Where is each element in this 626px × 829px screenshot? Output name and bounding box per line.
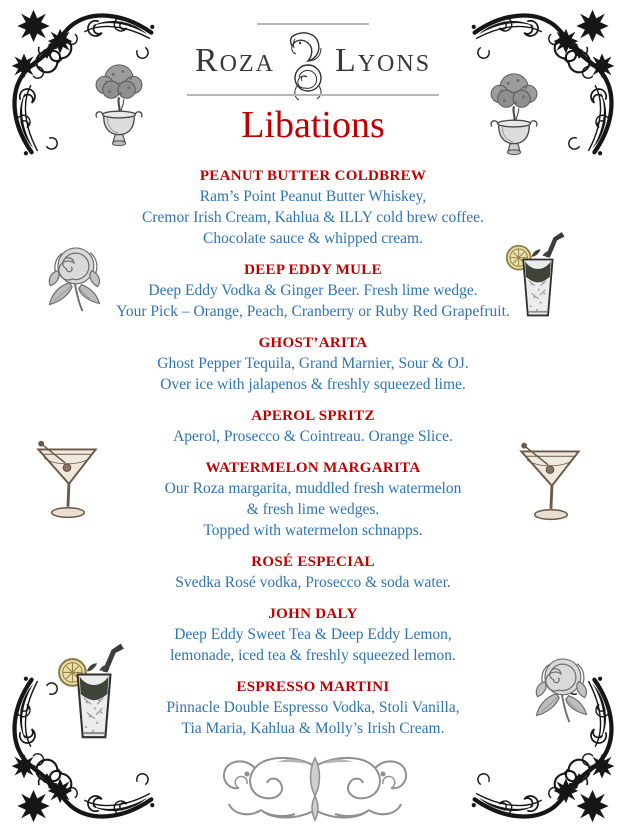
menu-item-name: JOHN DALY xyxy=(268,606,358,622)
page-title: Libations xyxy=(241,104,385,146)
logo-rule-top xyxy=(257,23,369,25)
libations-menu xyxy=(58,167,568,751)
martini-glass-icon xyxy=(510,439,590,527)
menu-item-line: Cremor Irish Cream, Kahlua & ILLY cold brew coffee. xyxy=(142,209,484,226)
menu-item-name: WATERMELON MARGARITA xyxy=(205,460,421,476)
menu-item-deep-eddy-mule xyxy=(58,261,568,322)
menu-item-ghostarita xyxy=(58,334,568,395)
brand-word-left: Roza xyxy=(194,42,275,79)
menu-item-line: Chocolate sauce & whipped cream. xyxy=(203,230,423,247)
logo-rule-bottom xyxy=(187,94,439,96)
menu-item-line: Over ice with jalapenos & freshly squeezed lime. xyxy=(160,376,466,393)
menu-item-line: Tia Maria, Kahlua & Molly’s Irish Cream. xyxy=(181,720,445,737)
menu-item-rose-especial xyxy=(58,553,568,593)
menu-item-line: Deep Eddy Sweet Tea & Deep Eddy Lemon, xyxy=(174,626,452,643)
lion-rose-emblem-icon xyxy=(282,30,328,102)
menu-item-line: & fresh lime wedges. xyxy=(246,501,380,518)
menu-item-espresso-martini xyxy=(58,678,568,739)
menu-item-name: GHOST’ARITA xyxy=(258,335,368,351)
highball-glass-icon xyxy=(56,640,130,746)
menu-item-line: Svedka Rosé vodka, Prosecco & soda water. xyxy=(175,574,451,591)
menu-item-name: ROSÉ ESPECIAL xyxy=(251,554,375,570)
menu-item-line: Topped with watermelon schnapps. xyxy=(203,522,423,539)
menu-item-line: Pinnacle Double Espresso Vodka, Stoli Vanilla, xyxy=(166,699,460,716)
menu-item-line: Aperol, Prosecco & Cointreau. Orange Slice. xyxy=(173,428,453,445)
menu-item-line: lemonade, iced tea & freshly squeezed lemon. xyxy=(170,647,456,664)
damask-ornament-icon xyxy=(216,752,414,824)
highball-glass-icon xyxy=(504,229,570,323)
menu-item-name: DEEP EDDY MULE xyxy=(244,262,382,278)
menu-item-watermelon-margarita xyxy=(58,459,568,541)
menu-item-line: Ram’s Point Peanut Butter Whiskey, xyxy=(199,188,427,205)
brand-word-right: Lyons xyxy=(334,42,432,79)
menu-item-name: PEANUT BUTTER COLDBREW xyxy=(199,168,427,184)
menu-item-line: Our Roza margarita, muddled fresh watermelon xyxy=(164,480,462,497)
brand-logo xyxy=(0,34,626,102)
menu-item-peanut-butter-coldbrew xyxy=(58,167,568,249)
martini-glass-icon xyxy=(27,437,107,525)
menu-item-aperol-spritz xyxy=(58,407,568,447)
rose-icon xyxy=(528,653,594,729)
menu-item-line: Ghost Pepper Tequila, Grand Marnier, Sour & OJ. xyxy=(157,355,469,372)
menu-item-line: Deep Eddy Vodka & Ginger Beer. Fresh lime wedge. xyxy=(148,282,478,299)
rose-icon xyxy=(41,242,107,318)
menu-item-name: APEROL SPRITZ xyxy=(251,408,375,424)
menu-item-john-daly xyxy=(58,605,568,666)
menu-item-line: Your Pick – Orange, Peach, Cranberry or Ruby Red Grapefruit. xyxy=(116,303,510,320)
menu-item-name: ESPRESSO MARTINI xyxy=(236,679,390,695)
